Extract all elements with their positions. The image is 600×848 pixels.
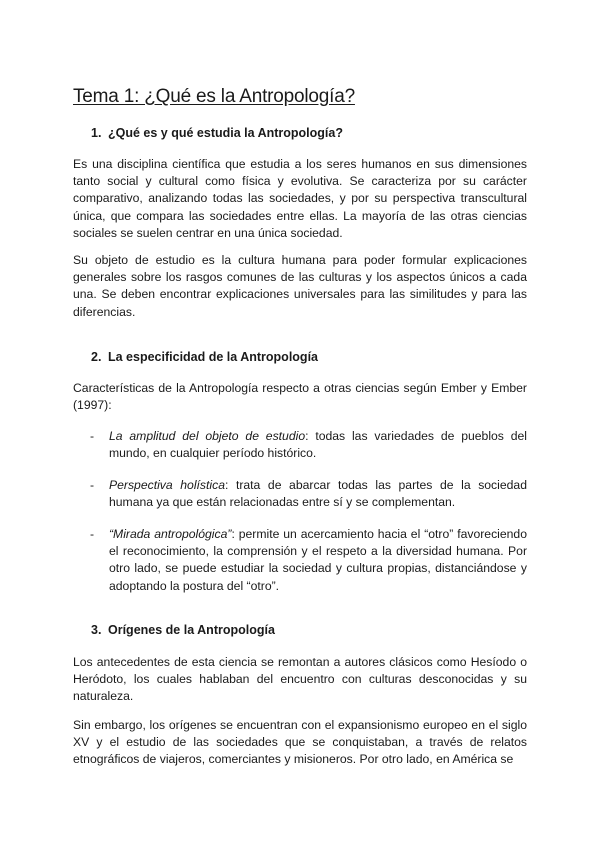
section-3-title: Orígenes de la Antropología	[108, 623, 275, 637]
bullet-item-2	[90, 477, 527, 511]
bullet-term: Perspectiva holística	[109, 478, 225, 492]
bullet-dash: -	[90, 429, 95, 443]
bullet-description: : todas las variedades de pueblos del mundo, en cualquier período histórico.	[109, 429, 527, 461]
bullet-dash: -	[90, 527, 95, 541]
section-1-number: 1.	[91, 126, 102, 140]
bullet-text	[109, 428, 527, 462]
bullet-term: La amplitud del objeto de estudio	[109, 429, 306, 443]
bullet-dash: -	[90, 478, 95, 492]
section-3-paragraph-1: Los antecedentes de esta ciencia se remontan a autores clásicos como Hesíodo o Heródoto, los cuales hablaban del encuentro con culturas desconocidas y su naturaleza.	[73, 655, 527, 704]
bullet-text	[109, 477, 527, 511]
section-1-paragraph-1: Es una disciplina científica que estudia a los seres humanos en sus dimensiones tanto social y cultural como física y evolutiva. Se caracteriza por su carácter comparativo, analizando todas las sociedades, y por su perspectiva transcultural única, que compara las sociedades entre ellas. La mayoría de las otras ciencias sociales se suelen centrar en una única sociedad.	[73, 157, 527, 240]
document-title: Tema 1: ¿Qué es la Antropología?	[73, 86, 355, 107]
section-2-number: 2.	[91, 350, 102, 364]
section-3-paragraph-2: Sin embargo, los orígenes se encuentran con el expansionismo europeo en el siglo XV y el estudio de las sociedades que se conquistaban, a través de relatos etnográficos de viajeros, comerciantes y misioneros. Por otro lado, en América se	[73, 718, 527, 767]
bullet-item-1	[90, 428, 527, 462]
section-1-title: ¿Qué es y qué estudia la Antropología?	[108, 126, 343, 140]
section-2-heading	[91, 350, 318, 364]
section-2-title: La especificidad de la Antropología	[108, 350, 318, 364]
section-3-heading	[91, 623, 275, 637]
bullet-term: “Mirada antropológica”	[109, 527, 232, 541]
section-2-intro: Características de la Antropología respecto a otras ciencias según Ember y Ember (1997):	[73, 381, 527, 413]
section-3-number: 3.	[91, 623, 102, 637]
section-1-heading	[91, 126, 343, 140]
bullet-item-3	[90, 526, 527, 595]
bullet-description: : trata de abarcar todas las partes de la sociedad humana ya que están relacionadas entre sí y se complementan.	[109, 478, 527, 510]
bullet-description: : permite un acercamiento hacia el “otro” favoreciendo el reconocimiento, la comprensión y el respeto a la diversidad humana. Por otro lado, se puede estudiar la sociedad y cultura propias, distanciándose y adoptando la postura del “otro”.	[109, 527, 527, 593]
section-1-paragraph-2: Su objeto de estudio es la cultura humana para poder formular explicaciones generales sobre los rasgos comunes de las culturas y los aspectos únicos a cada una. Se deben encontrar explicaciones universales para las similitudes y para las diferencias.	[73, 253, 527, 319]
bullet-text	[109, 526, 527, 595]
